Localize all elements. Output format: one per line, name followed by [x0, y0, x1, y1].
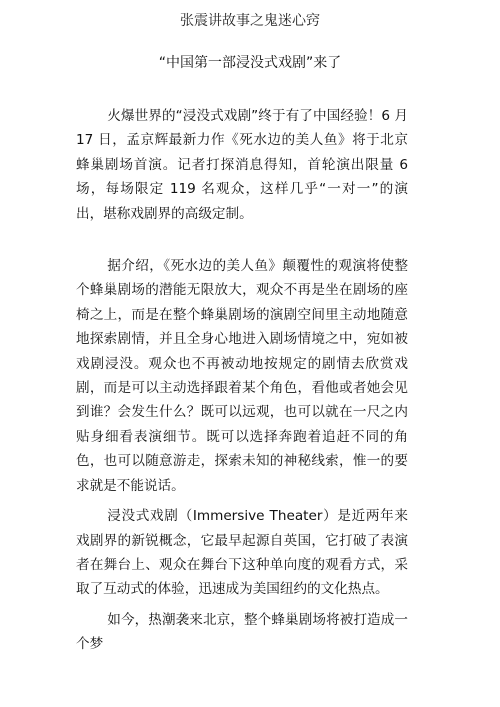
- paragraph-2: 据介绍，《死水边的美人鱼》颠覆性的观演将使整个蜂巢剧场的潜能无限放大，观众不再是坐在剧场的座椅之上，而是在整个蜂巢剧场的演剧空间里主动地随意地探索剧情，并且全身心地进入剧场情境之中，宛如被戏剧浸没。观众也不再被动地按规定的剧情去欣赏戏剧，而是可以主动选择跟着某个角色，看他或者她会见到谁？会发生什么？既可以远观，也可以就在一尺之内贴身细看表演细节。既可以选择奔跑着追赶不同的角色，也可以随意游走，探索未知的神秘线索，惟一的要求就是不能说话。: [76, 258, 408, 494]
- article-title: “中国第一部浸没式戏剧”来了: [158, 55, 342, 71]
- paragraph-4: 如今，热潮袭来北京，整个蜂巢剧场将被打造成一个梦: [76, 611, 408, 653]
- page-header: 张震讲故事之鬼迷心窍: [180, 13, 320, 29]
- article-body: [76, 104, 408, 657]
- paragraph-3: 浸没式戏剧（Immersive Theater）是近两年来戏剧界的新锐概念，它最早起源自英国，它打破了表演者在舞台上、观众在舞台下这种单向度的观看方式，采取了互动式的体验，迅速成为美国纽约的文化热点。: [76, 508, 408, 598]
- paragraph-1: 火爆世界的“浸没式戏剧”终于有了中国经验！6 月 17 日，孟京辉最新力作《死水边的美人鱼》将于北京蜂巢剧场首演。记者打探消息得知，首轮演出限量 6 场，每场限定 119 名观众，这样几乎“一对一”的演出，堪称戏剧界的高级定制。: [76, 108, 408, 222]
